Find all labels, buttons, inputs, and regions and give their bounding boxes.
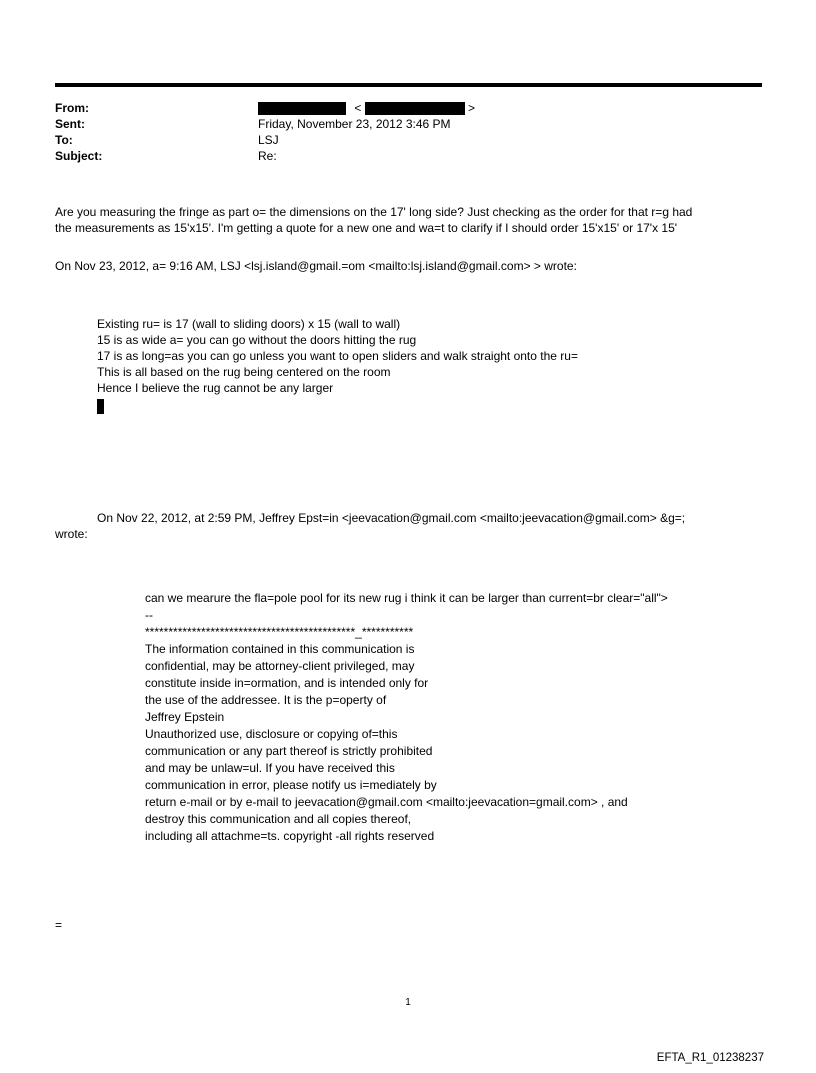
body-paragraph-1 (55, 204, 767, 236)
quoted-message-1 (97, 316, 578, 414)
to-label: To: (55, 133, 73, 147)
from-value (258, 100, 762, 116)
body-paragraph-2 (55, 258, 767, 274)
from-bracket-close: > (468, 101, 476, 115)
sent-value: Friday, November 23, 2012 3:46 PM (258, 117, 451, 131)
disclaimer-line: constitute inside in=ormation, and is intended only for (145, 676, 429, 690)
quoted-attribution-wrote: wrote: (55, 527, 88, 541)
quote1-line: Existing ru= is 17 (wall to sliding doors) x 15 (wall to wall) (97, 317, 401, 331)
disclaimer-separator: *********************************************_*********** (145, 625, 414, 639)
disclaimer-line: Jeffrey Epstein (145, 710, 225, 724)
stray-equals-sign: = (55, 918, 63, 932)
header-divider (55, 83, 762, 87)
quoted-attribution-line: On Nov 22, 2012, at 2:59 PM, Jeffrey Epst=in <jeevacation@gmail.com <mailto:jeevacation@gmail.com> &g=; (97, 511, 686, 525)
quote1-line: This is all based on the rug being centered on the room (97, 365, 391, 379)
subject-value: Re: (258, 149, 277, 163)
from-bracket-open: < (354, 101, 362, 115)
quoted-message-2 (145, 590, 668, 845)
disclaimer-line: Unauthorized use, disclosure or copying of=this (145, 727, 398, 741)
disclaimer-line: confidential, may be attorney-client privileged, may (145, 659, 415, 673)
subject-label: Subject: (55, 149, 103, 163)
disclaimer-line: return e-mail or by e-mail to jeevacation@gmail.com <mailto:jeevacation=gmail.com> , and (145, 795, 628, 809)
disclaimer-line: including all attachme=ts. copyright -all rights reserved (145, 829, 435, 843)
redaction-bar (258, 102, 346, 115)
sent-label: Sent: (55, 117, 85, 131)
quote1-line: 15 is as wide a= you can go without the doors hitting the rug (97, 333, 417, 347)
body-paragraph-1-line-2: the measurements as 15'x15'. I'm getting a quote for a new one and wa=t to clarify if I should order 15'x15' or 17'x 15' (55, 221, 678, 235)
redaction-bar (365, 102, 465, 115)
bates-number: EFTA_R1_01238237 (656, 1052, 764, 1064)
disclaimer-line: communication in error, please notify us i=mediately by (145, 778, 437, 792)
block-cursor-artifact (97, 399, 104, 414)
page-number: 1 (405, 997, 411, 1008)
quote2-line: can we mearure the fla=pole pool for its new rug i think it can be larger than current=br clear="all"> (145, 591, 668, 605)
quote2-line: -- (145, 608, 153, 622)
to-value: LSJ (258, 133, 279, 147)
disclaimer-line: communication or any part thereof is strictly prohibited (145, 744, 433, 758)
email-headers (55, 100, 762, 164)
reply-attribution-line: On Nov 23, 2012, a= 9:16 AM, LSJ <lsj.island@gmail.=om <mailto:lsj.island@gmail.com> > wrote: (55, 259, 577, 273)
disclaimer-line: and may be unlaw=ul. If you have received this (145, 761, 395, 775)
body-paragraph-3 (55, 510, 767, 542)
quote1-line: Hence I believe the rug cannot be any larger (97, 381, 334, 395)
quote1-line: 17 is as long=as you can go unless you want to open sliders and walk straight onto the ru= (97, 349, 578, 363)
body-paragraph-1-line-1: Are you measuring the fringe as part o= the dimensions on the 17' long side? Just checking as the order for that r=g had (55, 205, 693, 219)
disclaimer-line: The information contained in this communication is (145, 642, 415, 656)
from-label: From: (55, 101, 89, 115)
disclaimer-line: destroy this communication and all copies thereof, (145, 812, 412, 826)
disclaimer-line: the use of the addressee. It is the p=operty of (145, 693, 387, 707)
